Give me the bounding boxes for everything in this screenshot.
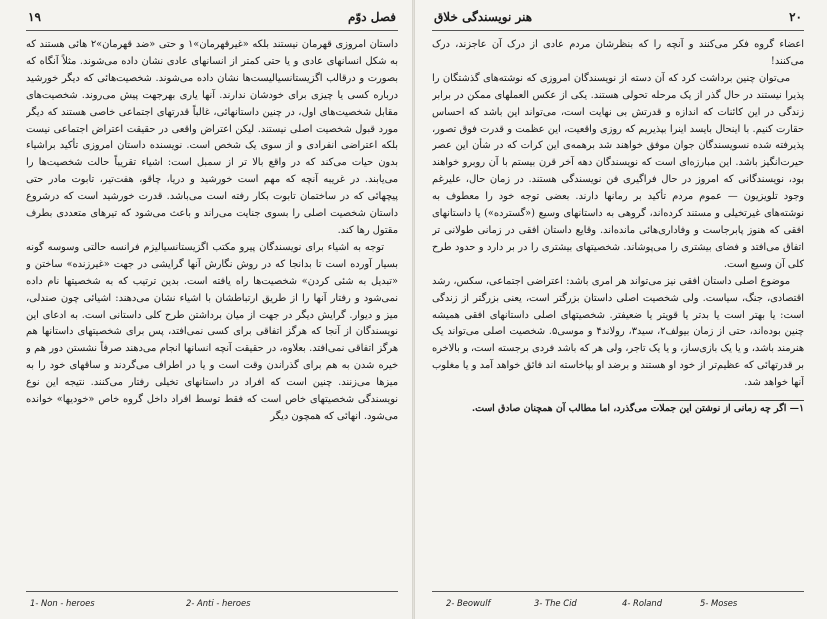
left-paragraph-2: توجه به اشیاء برای نویسندگان پیرو مکتب اگزیستانسیالیزم فرانسه حالتی وسوسه گونه بسیار آورده است تا بدانجا که در روش نگارش آنها گرایشی در جهت «غیرزنده» ساختن و «تبدیل به شئی کردن» شخصیت‌ها راه یافته است. بدین ترتیب که به شخصیتها نام داده نمی‌شود و رفتار آنها را از طریق ارتباطشان با اشیاء نشان می‌دهند: اشیائی چون صندلی، میز و دیوار. گرایش دیگر در جهت از میان برداشتن طرح کلی داستانی است. به ادعای این نویسندگان از آنجا که هرگز اتفاقی برای کسی نمی‌افتد، پس برای شخصیتهای داستانها هم هرگز اتفاقی نمی‌افتد. بعلاوه، در حقیقت آنچه انسانها انجام می‌دهند صرفاً نشستن دور هم و خیره شدن به هم برای گذراندن وقت است و یا در اطراف می‌گردند و ساقهای خود را به میزها می‌زنند. چنین است که افراد در داستانهای تخیلی رفتار می‌کنند. نتیجه این نوع نویسندگی شخصیتهای خاص است که فقط توسط افراد داخل گروه خاص «خودیها» خوانده می‌شود. انهائی که همچون دیگر <box>26 241 398 422</box>
right-paragraph-2: می‌توان چنین برداشت کرد که آن دسته از نویسندگان امروزی که نوشته‌های گذشتگان را پذیرا نیستند در حال گذر از یک مرحله تحولی هستند. یکی از عکس العملهای ممکن در برابر زندگی در این کائنات که اندازه و قدرتش بی نهایت است، می‌تواند این باشد که احساس حقارت کنیم. با اینحال بایسد اینرا بپذیریم که روزی واقعیت، این عظمت و قدرت فوق تصور، پذیرفته شده نسویسندگان جوان موفق خواهند شد برهمه‌ی این کرات که در شأن این عصر حیرت‌انگیز باشد. این مبارزه‌ای است که نویسندگان دهه آخر قرن بیستم با آن روبرو خواهند بود، نویسندگانی که امروز در حال فراگیری فن نویسندگی هستند. در زمان حال، علیرغم وجود تلویزیون — عموم مردم تأکید بر رمانها دارند. بعضی توجه خود را معطوف به نوشته‌های غیرتخیلی و مستند کرده‌اند، گروهی به داستانهای وسیع («گسترده») یا داستانهای افقی که هنوز پابرجاست و وفاداری‌هائی مانده‌اند. وقایع داستان افقی در زمانی طولانی تر اتفاق می‌افتد و فضای بیشتری را می‌پوشاند. شخصیتهای بیشتری را در بر دارد و حدود طرح کلی آن وسیع است. <box>432 72 804 270</box>
right-page-header <box>432 8 804 31</box>
right-page-number: ۲۰ <box>789 10 802 24</box>
left-page-body <box>26 37 398 426</box>
right-page-references <box>432 591 804 614</box>
left-running-head: فصل دوّم <box>348 10 396 24</box>
right-paragraph-1: اعضاء گروه فکر می‌کنند و آنچه را که بنظرشان مردم عادی از درک آن عاجزند، درک می‌کنند! <box>432 39 804 67</box>
right-page-body <box>432 37 804 416</box>
left-paragraph-1: داستان امروزی قهرمان نیستند بلکه «غیرقهرمان»۱ و حتی «ضد قهرمان»۲ هائی هستند که به شکل انسانهای عادی و یا حتی کمتر از انسانهای عادی نشان داده می‌شوند. مثلاً آنگاه که بصورت و درقالب اگزیستانسیالیست‌ها نشان داده می‌شوند. شخصیت‌هائی که دیگر خورشید درباره کسی یا چیزی برای خودشان ندارند. آنها یاری بهرجهت پیش می‌روند. شخصیت‌های مقابل شخصیت‌های اول، در چنین داستانهائی، غالباً قدرتهای اجتماعی خاصی هستند که دیگر مورد قبول شخصیت اصلی نیستند. لیکن اعتراض واقعی در حقیقت اعتراض اجتماعی نیست بلکه اعتراضی انفرادی و از سوی یک شخص است. نویسنده داستان امروزی تأکید براشیاء بدون حیات می‌کند که در واقع بالا تر از سمبل است: اشیاء تقریباً حالت شخصیت‌ها را می‌یابند. در غریبه آنچه که مهم است خورشید و دریا، چاقو، هفت‌تیر، تابوت مادر حتی پیچهائی که در ساختمان تابوت بکار رفته است می‌باشد. قدرت خورشید است که درشروع داستان شخصیت اصلی را بسوی جنایت می‌راند و باعث می‌شود که تیرهای متعددی بطرف مقتول رها کند. <box>26 39 398 236</box>
right-ref-2: 2- Beowulf <box>446 598 491 608</box>
book-gutter <box>412 0 415 619</box>
left-ref-1: 1- Non - heroes <box>30 598 95 608</box>
right-ref-4: 4- Roland <box>622 598 663 608</box>
left-page <box>26 8 398 614</box>
right-running-head: هنر نویسندگی خلاق <box>434 10 533 24</box>
left-page-header <box>26 8 398 31</box>
left-page-number: ۱۹ <box>28 10 41 24</box>
right-ref-5: 5- Moses <box>700 598 738 608</box>
right-paragraph-3: موضوع اصلی داستان افقی نیز می‌تواند هر امری باشد: اعتراضی اجتماعی، سکس، رشد اقتصادی، جنگ، سیاست. ولی شخصیت اصلی داستان بزرگتر است، یعنی بزرگتر از زندگی است: یا بهتر است یا بدتر یا قویتر یا ضعیفتر. شخصیتهای اصلی داستانهای افقی همیشه چنین بوده‌اند، حتی از زمان بیولف۲، سید۳، رولاند۴ و موسی۵. شخصیت اصلی می‌تواند یک هنرمند باشد، و یا یک بازی‌ساز، و یا یک تاجر، ولی هر که باشد فردی برجسته است، و بالاخره بر قدرتهائی که عظیم‌تر از خود او هستند و برضد او بپاخاسته اند فائق خواهد آمد و یا مغلوب آنها خواهد شد. <box>432 275 804 389</box>
left-page-references <box>26 591 398 614</box>
right-footnote: ۱— اگر چه زمانی از نوشتن این جملات می‌گذرد، اما مطالب آن همچنان صادق است. <box>471 403 804 415</box>
right-ref-3: 3- The Cid <box>534 598 577 608</box>
left-ref-2: 2- Anti - heroes <box>186 598 251 608</box>
right-page <box>432 8 804 614</box>
